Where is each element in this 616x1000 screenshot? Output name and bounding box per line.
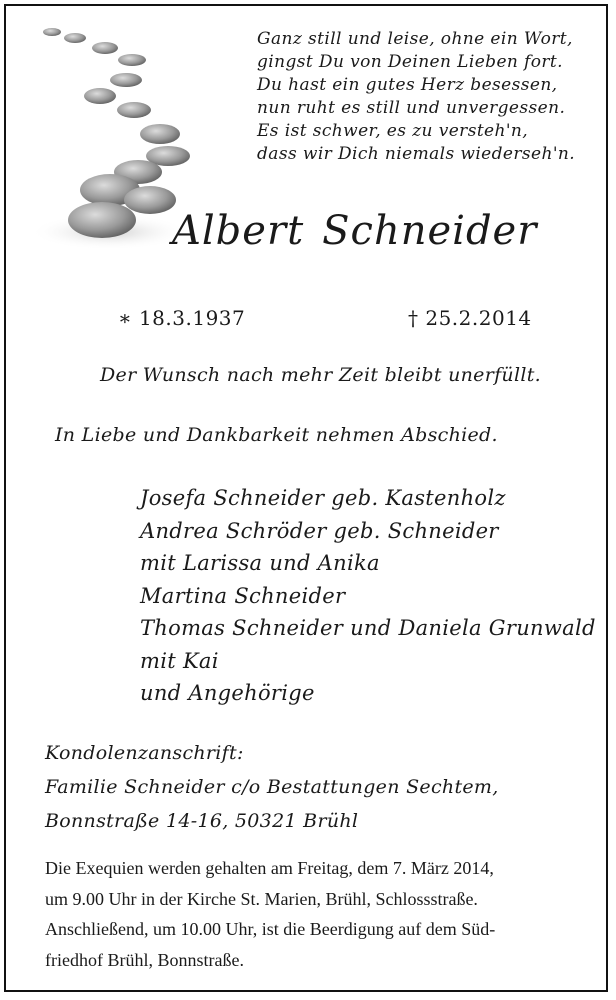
mourner: mit Kai (140, 648, 219, 673)
service-line: Die Exequien werden gehalten am Freitag, dem 7. März 2014, (45, 858, 494, 878)
mourners-list (140, 482, 596, 710)
service-info (45, 853, 590, 975)
service-line: um 9.00 Uhr in der Kirche St. Marien, Brühl, Schlossstraße. (45, 888, 478, 909)
poem-line: Ganz still und leise, ohne ein Wort, (257, 29, 573, 49)
first-name: Albert (172, 208, 305, 254)
service-line: friedhof Brühl, Bonnstraße. (45, 949, 244, 970)
poem (257, 28, 597, 166)
mourner: und Angehörige (140, 681, 315, 705)
condolence-heading: Kondolenzanschrift: (45, 742, 244, 764)
mourner: Martina Schneider (140, 583, 346, 608)
condolence-address (45, 736, 499, 838)
deceased-name (172, 208, 537, 254)
poem-line: Du hast ein gutes Herz besessen, (257, 75, 558, 95)
condolence-line: Familie Schneider c/o Bestattungen Sechtem, (45, 776, 499, 798)
poem-line: dass wir Dich niemals wiederseh'n. (257, 144, 576, 164)
service-line: Anschließend, um 10.00 Uhr, ist die Beerdigung auf dem Süd- (45, 919, 496, 939)
mourner: Andrea Schröder geb. Schneider (140, 518, 499, 543)
farewell-line: In Liebe und Dankbarkeit nehmen Abschied. (55, 424, 498, 446)
poem-line: nun ruht es still und unvergessen. (257, 98, 566, 118)
condolence-line: Bonnstraße 14-16, 50321 Brühl (45, 810, 359, 832)
mourner: mit Larissa und Anika (140, 551, 380, 575)
last-name: Schneider (322, 208, 538, 254)
birth-date: ∗ 18.3.1937 (118, 306, 246, 330)
wish-line: Der Wunsch nach mehr Zeit bleibt unerfüllt. (100, 364, 541, 386)
mourner: Thomas Schneider und Daniela Grunwald (140, 616, 596, 640)
death-date: † 25.2.2014 (408, 306, 532, 330)
poem-line: gingst Du von Deinen Lieben fort. (257, 52, 563, 72)
poem-line: Es ist schwer, es zu versteh'n, (257, 121, 529, 141)
mourner: Josefa Schneider geb. Kastenholz (140, 486, 506, 510)
